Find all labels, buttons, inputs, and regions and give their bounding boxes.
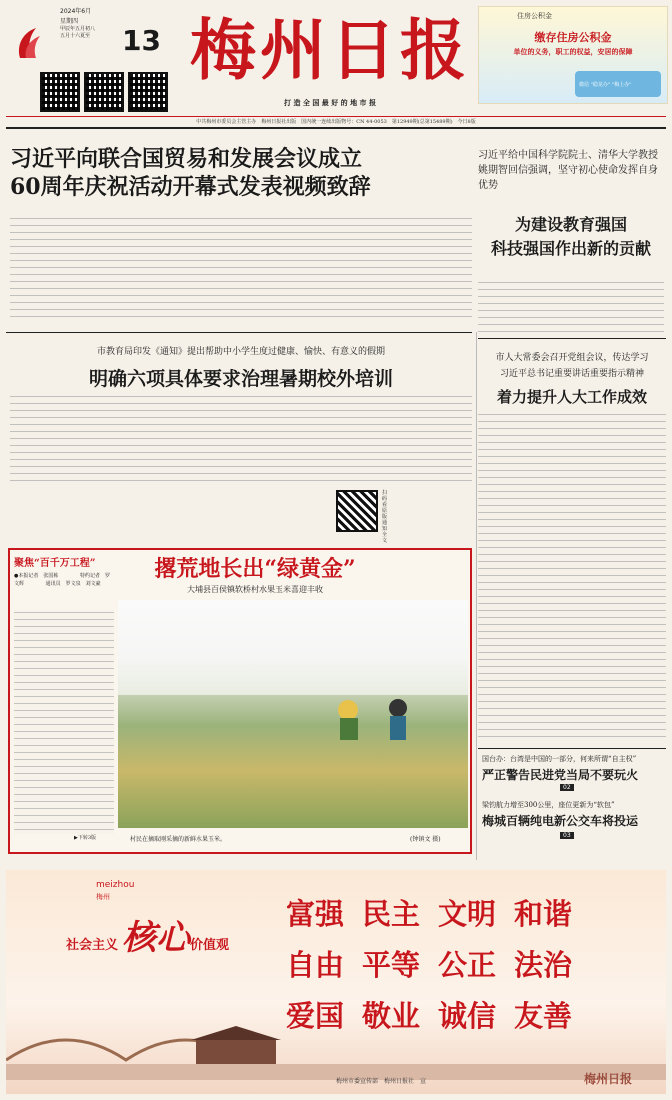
ad-brand: 住房公积金 <box>517 12 552 20</box>
value-row1-4: 和谐 <box>514 897 573 931</box>
value-row3-3: 诚信 <box>438 999 497 1033</box>
values-bridge-illustration <box>6 1020 666 1080</box>
value-row2-2: 平等 <box>362 948 421 982</box>
qr-code-2 <box>84 72 124 112</box>
lead-headline-2: 60周年庆祝活动开幕式发表视频致辞 <box>10 174 371 200</box>
housing-fund-ad <box>478 6 668 104</box>
values-city: meizhou <box>96 880 135 890</box>
qr-code-1 <box>40 72 80 112</box>
ad-line-1: 缴存住房公积金 <box>534 31 612 44</box>
feature-photo <box>118 600 468 828</box>
masthead-logo <box>14 26 44 60</box>
teaser-kicker-1[interactable]: 国台办：台湾是中国的一部分，何来所谓“自主权” <box>482 755 637 763</box>
science-kicker: 习近平给中国科学院院士、清华大学教授姚期智回信强调，坚守初心使命发挥自身优势 <box>478 150 658 191</box>
ad-foot: 微信 "稳龙办" "梅上办" <box>579 82 632 88</box>
value-row2-3: 公正 <box>438 948 497 982</box>
masthead-title: 梅州日报 <box>190 11 470 89</box>
teaser-title-1[interactable]: 严正警告民进党当局不要玩火 <box>482 768 639 782</box>
value-row3-2: 敬业 <box>362 999 421 1033</box>
teaser-title-2[interactable]: 梅城百辆纯电新公交车将投运 <box>482 814 639 828</box>
science-body <box>478 280 664 336</box>
value-row3-1: 爱国 <box>286 999 345 1033</box>
feature-box <box>8 548 472 854</box>
school-headline: 明确六项具体要求治理暑期校外培训 <box>88 368 393 390</box>
feature-caption: 村民在摘取刚采摘的新鲜水果玉米。 <box>130 836 227 843</box>
masthead-slogan: 打 造 全 国 最 好 的 地 市 报 <box>284 98 376 107</box>
values-city-cn: 梅州 <box>96 893 110 901</box>
info-bar: 中共梅州市委员会主管主办 梅州日报社出版 国内统一连续出版物号：CN 44-0053 第12949期(总第15489期) 今日8版 <box>196 119 476 125</box>
feature-continued: ▶下转3版 <box>74 835 97 841</box>
congress-kicker-2: 习近平总书记重要讲话重要指示精神 <box>499 369 644 379</box>
values-footer: 梅州市委宣传部 梅州日报社 宣 <box>336 1078 427 1085</box>
issue-weekday: 星期四 <box>60 18 79 25</box>
issue-lunar-1: 甲辰年五月初八 <box>60 26 96 32</box>
science-headline-2: 科技强国作出新的贡献 <box>490 239 651 258</box>
congress-kicker-1: 市人大常委会召开党组会议，传达学习 <box>495 353 649 363</box>
congress-body <box>478 412 666 742</box>
values-core: 核心 <box>122 918 190 958</box>
value-row2-1: 自由 <box>286 948 345 982</box>
value-row1-2: 民主 <box>362 897 421 931</box>
congress-headline: 着力提升人大工作成效 <box>496 388 647 406</box>
lead-headline-1: 习近平向联合国贸易和发展会议成立 <box>10 146 363 172</box>
lead-body <box>10 216 472 320</box>
teaser-page-2: 03 <box>560 832 574 839</box>
qr-code-3 <box>128 72 168 112</box>
feature-headline: 撂荒地长出“绿黄金” <box>154 556 356 582</box>
values-suffix: 价值观 <box>190 938 230 953</box>
feature-byline: ●本报记者 张国栋 特约记者 罗文辉 通讯员 罗文泉 刘文豪 <box>14 573 110 587</box>
school-body <box>10 394 472 484</box>
teaser-kicker-2[interactable]: 梁钧航力增至300公里，座位更新为“软包” <box>482 801 615 809</box>
school-qr-label: 扫码看原版通知全文 <box>382 490 388 544</box>
issue-year-month: 2024年6月 <box>60 8 92 15</box>
value-row2-4: 法治 <box>514 948 573 982</box>
value-row1-1: 富强 <box>286 897 345 931</box>
feature-section: 聚焦“百千万工程” <box>14 558 96 569</box>
school-qr <box>336 490 378 532</box>
issue-lunar-2: 五月十六夏至 <box>60 33 91 39</box>
science-headline-1: 为建设教育强国 <box>514 215 627 234</box>
teaser-page-1: 02 <box>560 784 574 791</box>
value-row3-4: 友善 <box>514 999 573 1033</box>
issue-day: 13 <box>122 24 161 57</box>
core-values-ad <box>6 870 666 1094</box>
values-prefix: 社会主义 <box>66 938 119 953</box>
feature-body <box>14 610 114 834</box>
school-kicker: 市教育局印发《通知》提出帮助中小学生度过健康、愉快、有意义的假期 <box>96 347 385 357</box>
ad-line-2: 单位的义务，职工的权益，安居的保障 <box>513 47 633 56</box>
feature-subhead: 大埔县百侯镇软桥村水果玉米喜迎丰收 <box>187 585 323 594</box>
value-row1-3: 文明 <box>438 897 497 931</box>
feature-photo-credit: (钟镇文 摄) <box>410 836 441 843</box>
values-watermark: 梅州日报 <box>584 1072 633 1086</box>
